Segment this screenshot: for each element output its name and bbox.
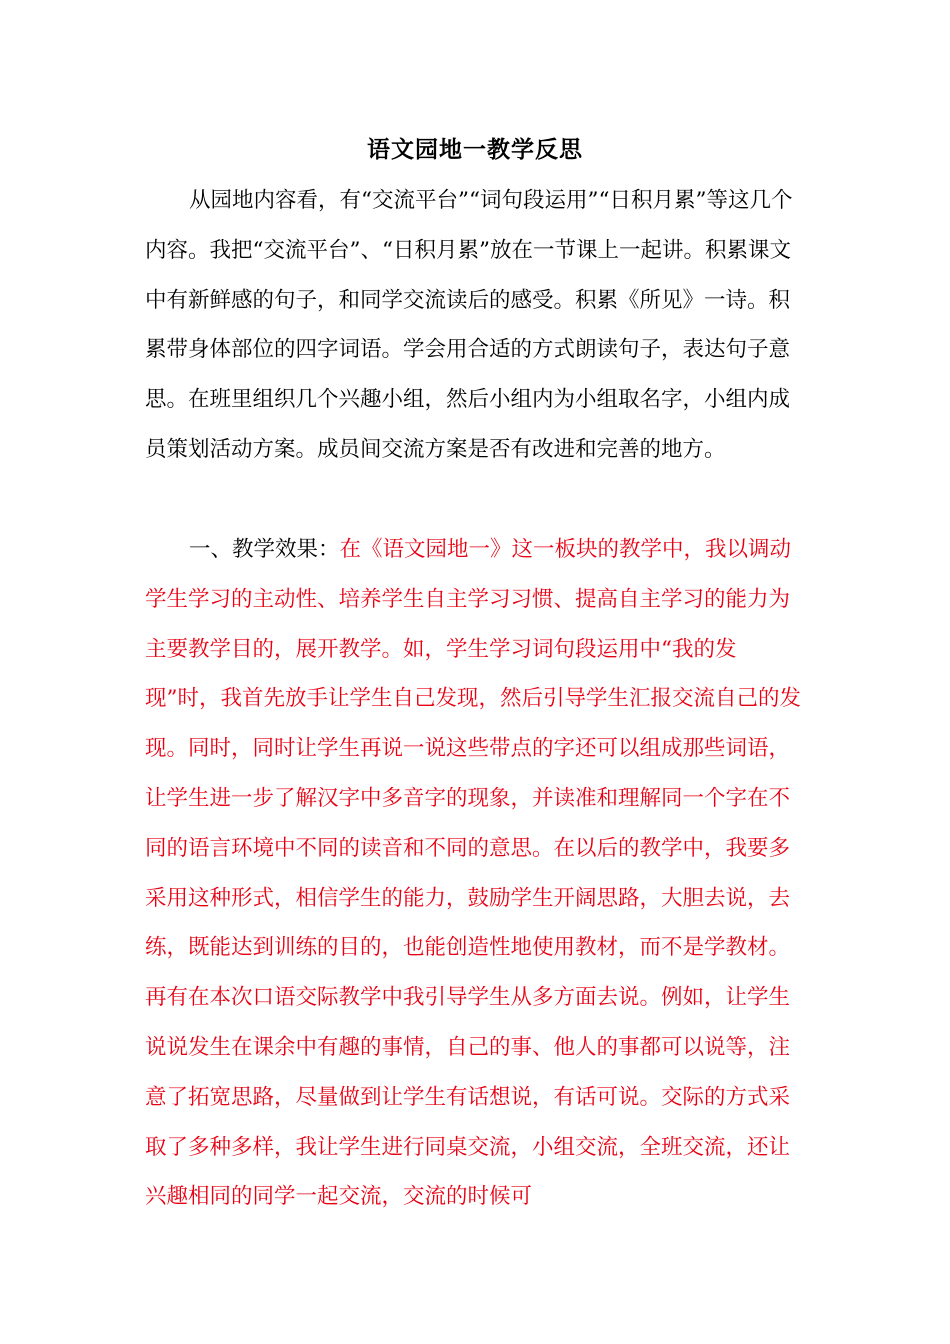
teaching-effect-paragraph <box>145 525 805 1222</box>
section-body-highlighted: 在《语文园地一》这一板块的教学中，我以调动学生学习的主动性、培养学生自主学习习惯、提高自主学习的能力为主要教学目的，展开教学。如，学生学习词句段运用中“我的发现”时，我首先放手让学生自己发现，然后引导学生汇报交流自己的发现。同时，同时让学生再说一说这些带点的字还可以组成那些词语，让学生进一步了解汉字中多音字的现象，并读准和理解同一个字在不同的语言环境中不同的读音和不同的意思。在以后的教学中，我要多采用这种形式，相信学生的能力，鼓励学生开阔思路，大胆去说，去练，既能达到训练的目的，也能创造性地使用教材，而不是学教材。再有在本次口语交际教学中我引导学生从多方面去说。例如，让学生说说发生在课余中有趣的事情，自己的事、他人的事都可以说等，注意了拓宽思路，尽量做到让学生有话想说，有话可说。交际的方式采取了多种多样，我让学生进行同桌交流，小组交流，全班交流，还让兴趣相同的同学一起交流，交流的时候可 <box>145 537 801 1210</box>
intro-paragraph: 从园地内容看，有“交流平台”“词句段运用”“日积月累”等这几个内容。我把“交流平台”、“日积月累”放在一节课上一起讲。积累课文中有新鲜感的句子，和同学交流读后的感受。积累《所见》一诗。积累带身体部位的四字词语。学会用合适的方式朗读句子，表达句子意思。在班里组织几个兴趣小组，然后小组内为小组取名字，小组内成员策划活动方案。成员间交流方案是否有改进和完善的地方。 <box>145 188 793 462</box>
section-heading: 一、教学效果： <box>189 537 340 562</box>
document-title: 语文园地一教学反思 <box>367 136 583 163</box>
